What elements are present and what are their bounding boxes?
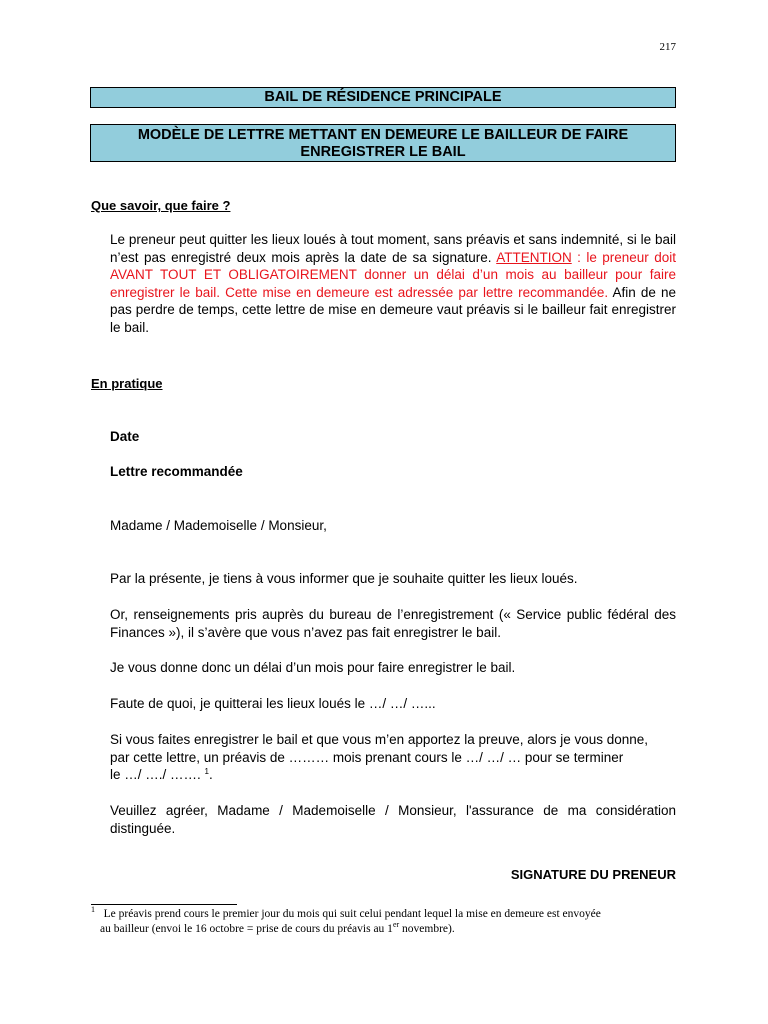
letter-date-label: Date (110, 429, 140, 444)
footnote-line-2-start: au bailleur (envoi le 16 octobre = prise de cours du préavis au 1 (100, 923, 393, 935)
footnote-ordinal: er (392, 920, 400, 929)
attention-word: ATTENTION (496, 249, 572, 265)
footnote-reference[interactable]: 1 (204, 767, 209, 777)
subtitle-banner (90, 124, 676, 162)
footnote-divider (91, 904, 237, 905)
letter-paragraph-5 (110, 731, 676, 784)
subtitle-line-1: MODÈLE DE LETTRE METTANT EN DEMEURE LE BAILLEUR DE FAIRE (137, 127, 629, 143)
letter-closing: Veuillez agréer, Madame / Mademoiselle / Monsieur, l'assurance de ma considération distinguée. (110, 803, 676, 836)
intro-paragraph (110, 231, 676, 337)
section-heading-que-savoir: Que savoir, que faire ? (91, 198, 231, 213)
letter-paragraph-5-line-3: le …/ …./ ……. (110, 767, 201, 783)
page-number: 217 (659, 41, 676, 53)
letter-paragraph-5-end: . (208, 767, 213, 783)
intro-warning: : le preneur doit AVANT TOUT ET OBLIGATOIREMENT donner un délai d’un mois au bailleur pour faire enregistrer le bail. Cette mise en demeure est adressée par lettre recommandée. (110, 249, 677, 300)
letter-paragraph-5-line-2: par cette lettre, un préavis de ……… mois prenant cours le …/ …/ … pour se terminer (110, 749, 624, 765)
footnote (91, 907, 677, 937)
letter-recommended-label: Lettre recommandée (110, 464, 243, 479)
letter-salutation: Madame / Mademoiselle / Monsieur, (110, 518, 327, 533)
title-banner (90, 87, 676, 108)
subtitle-line-2: ENREGISTRER LE BAIL (300, 144, 466, 160)
signature-label: SIGNATURE DU PRENEUR (510, 867, 676, 882)
section-heading-en-pratique: En pratique (91, 376, 163, 391)
letter-paragraph-2: Or, renseignements pris auprès du bureau de l’enregistrement (« Service public fédéral des Finances »), il s’avère que vous n’avez pas fait enregistrer le bail. (110, 607, 676, 640)
letter-paragraph-4: Faute de quoi, je quitterai les lieux loués le …/ …/ …... (110, 696, 436, 711)
footnote-marker: 1 (91, 905, 95, 914)
footnote-line-1: Le préavis prend cours le premier jour du mois qui suit celui pendant lequel la mise en demeure est envoyée (103, 908, 601, 920)
letter-paragraph-3: Je vous donne donc un délai d’un mois pour faire enregistrer le bail. (110, 660, 516, 675)
title-text: BAIL DE RÉSIDENCE PRINCIPALE (264, 89, 502, 105)
intro-text-b: Afin de ne pas perdre de temps, cette lettre de mise en demeure vaut préavis si le bailleur fait enregistrer le bail. (110, 284, 676, 335)
letter-paragraph-5-line-1: Si vous faites enregistrer le bail et que vous m’en apportez la preuve, alors je vous donne, (110, 732, 649, 747)
footnote-line-2-end: novembre). (399, 923, 455, 935)
letter-paragraph-1: Par la présente, je tiens à vous informer que je souhaite quitter les lieux loués. (110, 571, 578, 586)
intro-text-a: Le preneur peut quitter les lieux loués à tout moment, sans préavis et sans indemnité, si le bail n’est pas enregistré deux mois après la date de sa signature. (110, 232, 676, 265)
